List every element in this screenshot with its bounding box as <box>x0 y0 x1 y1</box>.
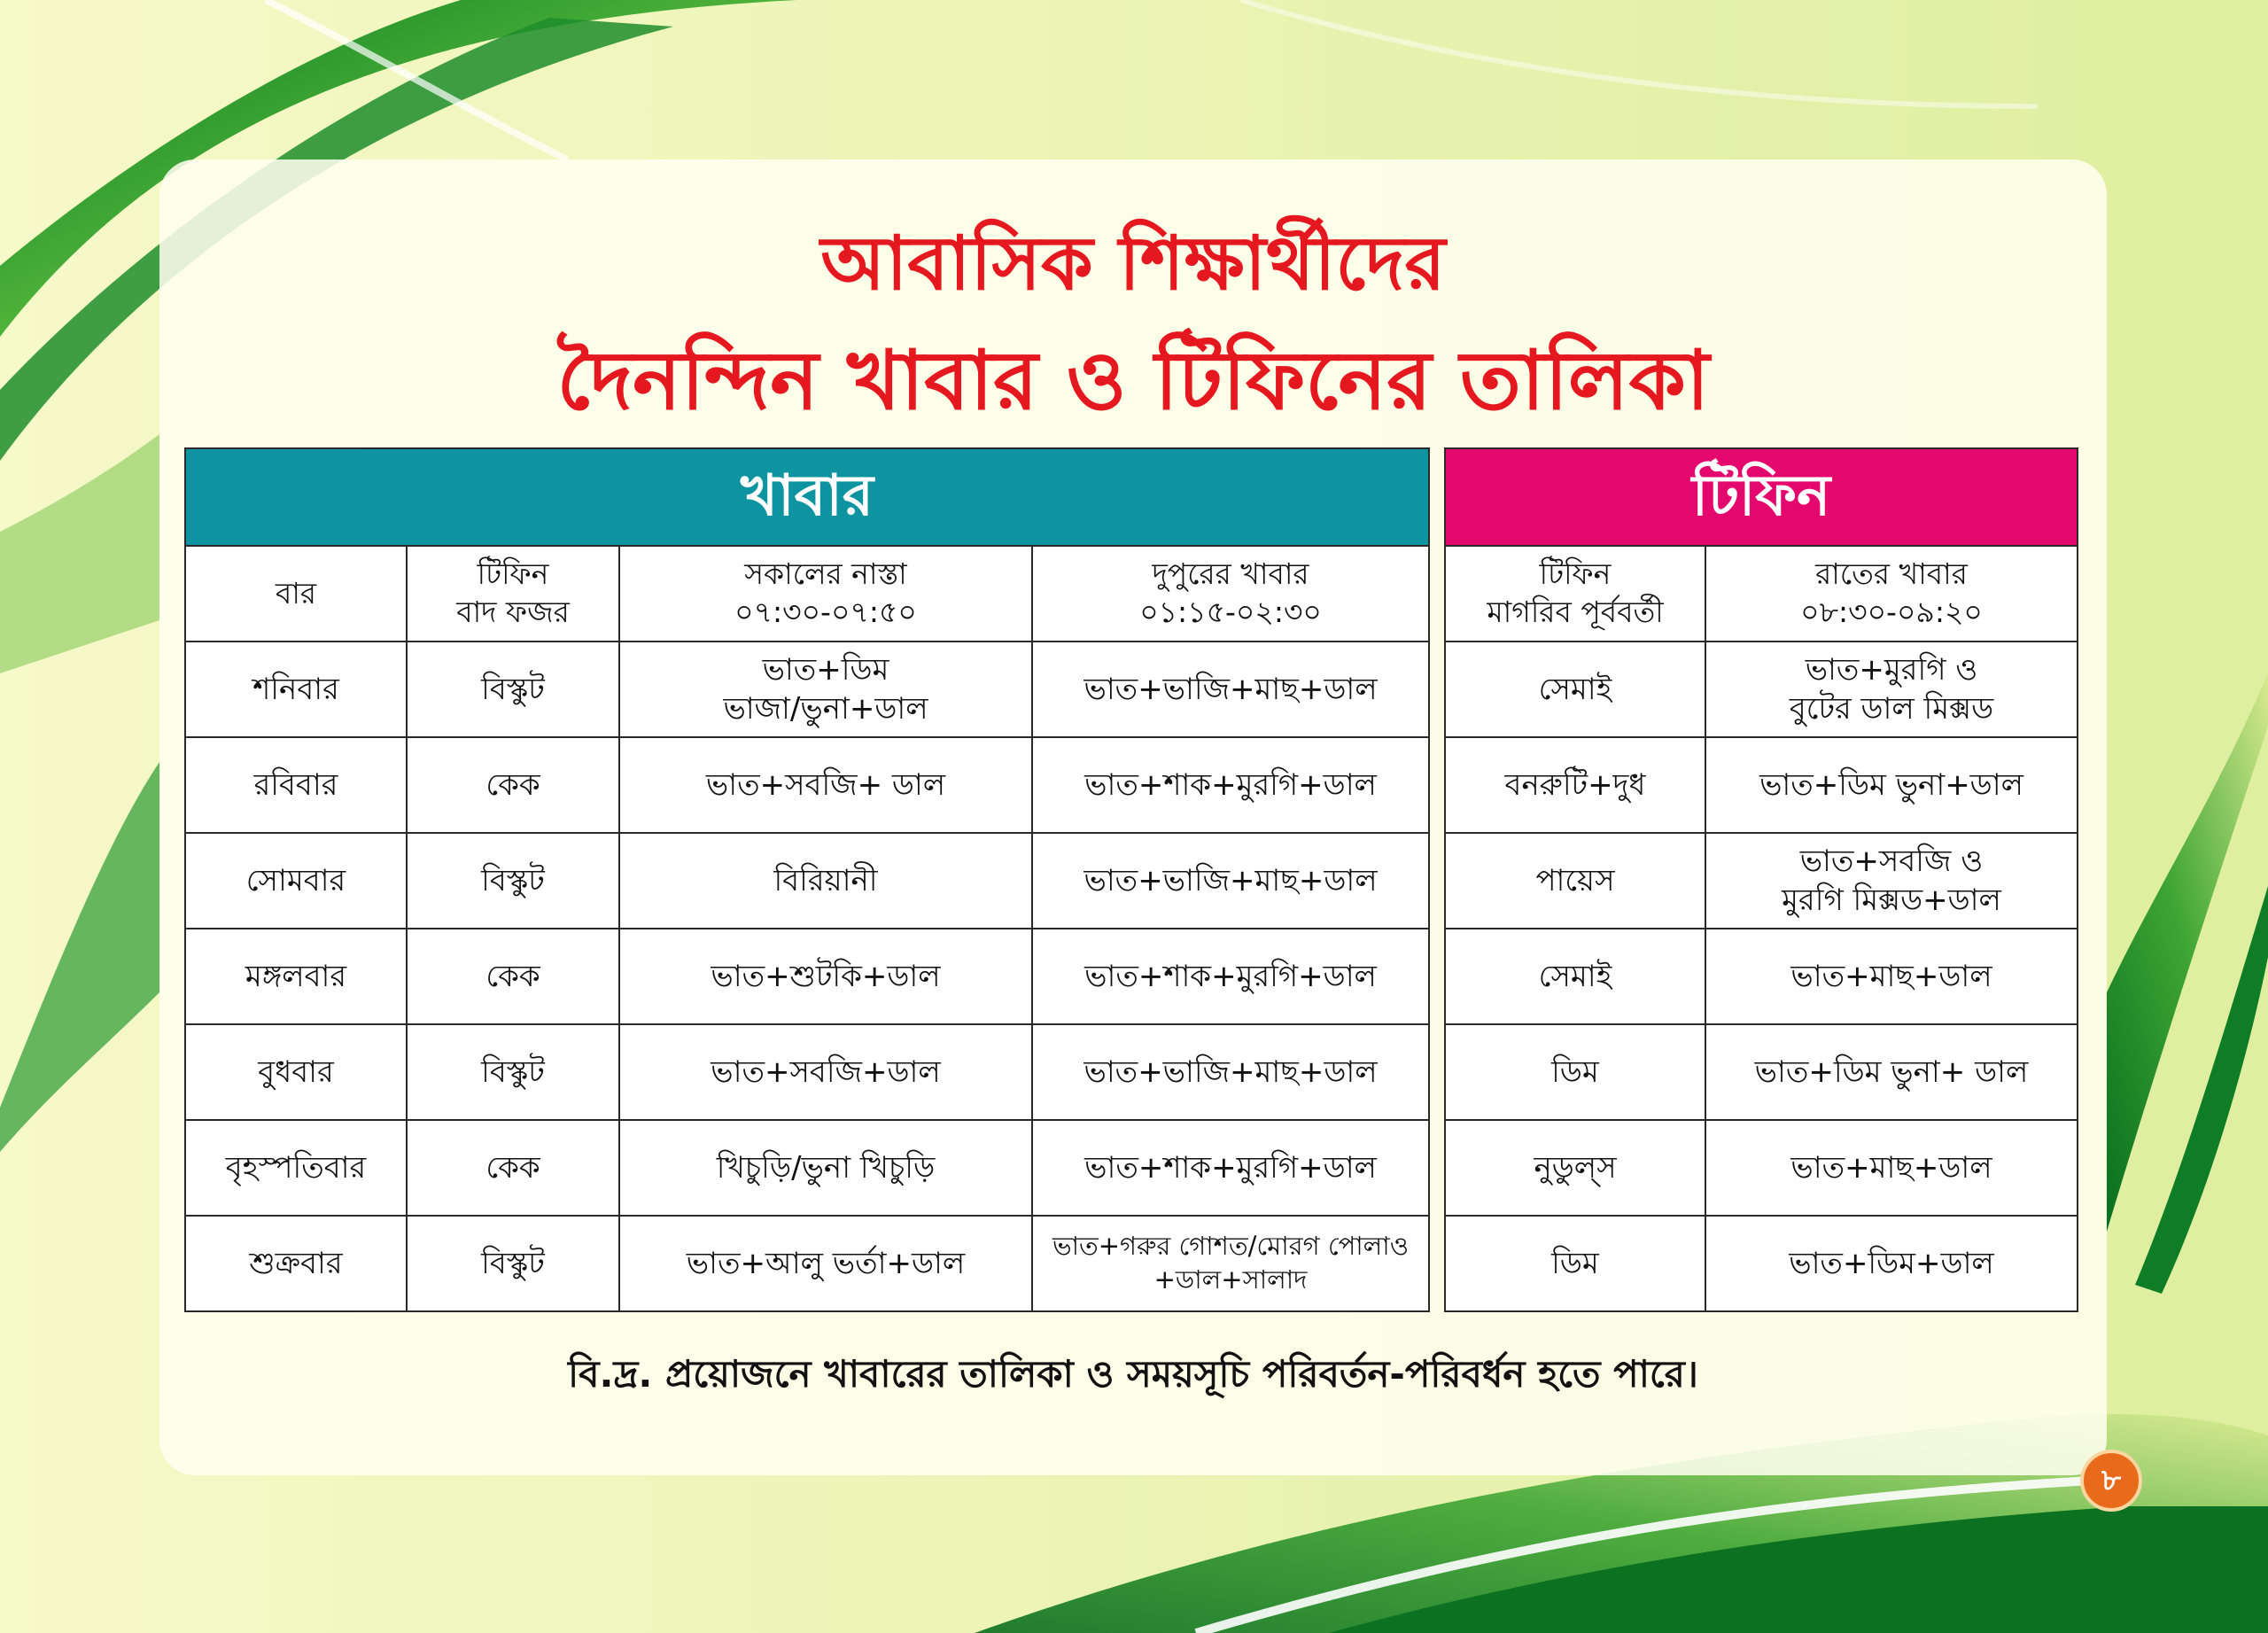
table-row <box>185 1216 1429 1311</box>
khabar-table <box>184 447 1430 1312</box>
table-row <box>185 833 1429 929</box>
table-row <box>1445 833 2078 929</box>
day-cell: শুক্রবার <box>185 1216 407 1311</box>
lunch-cell: ভাত+শাক+মুরগি+ডাল <box>1032 737 1429 833</box>
tiffin-header-row <box>1445 546 2078 642</box>
table-row <box>1445 737 2078 833</box>
breakfast-cell: ভাত+আলু ভর্তা+ডাল <box>619 1216 1032 1311</box>
dinner-cell: ভাত+ডিম ভুনা+ডাল <box>1705 737 2078 833</box>
table-row <box>1445 929 2078 1024</box>
tiffin-cell: বিস্কুট <box>407 642 619 737</box>
breakfast-cell: ভাত+সবজি+ ডাল <box>619 737 1032 833</box>
table-row <box>185 1120 1429 1216</box>
tiffin-cell: বিস্কুট <box>407 833 619 929</box>
breakfast-cell: ভাত+শুটকি+ডাল <box>619 929 1032 1024</box>
table-row <box>1445 1024 2078 1120</box>
table-row <box>1445 1120 2078 1216</box>
breakfast-cell: খিচুড়ি/ভুনা খিচুড়ি <box>619 1120 1032 1216</box>
day-cell: রবিবার <box>185 737 407 833</box>
tiffin-table <box>1444 447 2078 1312</box>
tiffin-cell: পায়েস <box>1445 833 1705 929</box>
dinner-cell: ভাত+মাছ+ডাল <box>1705 1120 2078 1216</box>
day-cell: শনিবার <box>185 642 407 737</box>
day-cell: সোমবার <box>185 833 407 929</box>
page-title-line-1: আবাসিক শিক্ষার্থীদের <box>820 219 1446 307</box>
tiffin-cell: সেমাই <box>1445 642 1705 737</box>
tiffin-cell: কেক <box>407 929 619 1024</box>
lunch-cell: ভাত+শাক+মুরগি+ডাল <box>1032 1120 1429 1216</box>
table-row <box>185 1024 1429 1120</box>
dinner-cell: ভাত+মুরগি ও বুটের ডাল মিক্সড <box>1705 642 2078 737</box>
dinner-cell: ভাত+ডিম ভুনা+ ডাল <box>1705 1024 2078 1120</box>
day-cell: মঙ্গলবার <box>185 929 407 1024</box>
day-cell: বৃহস্পতিবার <box>185 1120 407 1216</box>
table-row <box>185 737 1429 833</box>
table-row <box>185 642 1429 737</box>
tiffin-cell: কেক <box>407 737 619 833</box>
tiffin-cell: ডিম <box>1445 1216 1705 1311</box>
page-number-badge: ৮ <box>2080 1450 2142 1512</box>
khabar-heading: খাবার <box>185 448 1429 546</box>
tiffin-cell: নুডুল্‌স <box>1445 1120 1705 1216</box>
tiffin-cell: সেমাই <box>1445 929 1705 1024</box>
col-lunch-header: দুপুরের খাবার ০১:১৫-০২:৩০ <box>1032 546 1429 642</box>
breakfast-cell: বিরিয়ানী <box>619 833 1032 929</box>
tiffin-cell: ডিম <box>1445 1024 1705 1120</box>
page-title-line-2: দৈনন্দিন খাবার ও টিফিনের তালিকা <box>556 332 1710 428</box>
dinner-cell: ভাত+সবজি ও মুরগি মিক্সড+ডাল <box>1705 833 2078 929</box>
table-row <box>1445 642 2078 737</box>
col-evening-tiffin-header: টিফিন মাগরিব পূর্ববর্তী <box>1445 546 1705 642</box>
lunch-cell: ভাত+শাক+মুরগি+ডাল <box>1032 929 1429 1024</box>
day-cell: বুধবার <box>185 1024 407 1120</box>
table-row <box>1445 1216 2078 1311</box>
breakfast-cell: ভাত+সবজি+ডাল <box>619 1024 1032 1120</box>
tiffin-cell: বনরুটি+দুধ <box>1445 737 1705 833</box>
footnote: বি.দ্র. প্রয়োজনে খাবারের তালিকা ও সময়সূচি পরিবর্তন-পরিবর্ধন হতে পারে। <box>568 1352 1698 1396</box>
table-row <box>185 929 1429 1024</box>
tiffin-cell: কেক <box>407 1120 619 1216</box>
col-dinner-header: রাতের খাবার ০৮:৩০-০৯:২০ <box>1705 546 2078 642</box>
lunch-cell: ভাত+ভাজি+মাছ+ডাল <box>1032 833 1429 929</box>
tiffin-heading: টিফিন <box>1445 448 2078 546</box>
col-day-header: বার <box>185 546 407 642</box>
lunch-cell: ভাত+ভাজি+মাছ+ডাল <box>1032 1024 1429 1120</box>
dinner-cell: ভাত+ডিম+ডাল <box>1705 1216 2078 1311</box>
lunch-cell: ভাত+ভাজি+মাছ+ডাল <box>1032 642 1429 737</box>
tiffin-cell: বিস্কুট <box>407 1216 619 1311</box>
col-breakfast-header: সকালের নাস্তা ০৭:৩০-০৭:৫০ <box>619 546 1032 642</box>
dinner-cell: ভাত+মাছ+ডাল <box>1705 929 2078 1024</box>
tiffin-cell: বিস্কুট <box>407 1024 619 1120</box>
khabar-header-row <box>185 546 1429 642</box>
lunch-cell: ভাত+গরুর গোশত/মোরগ পোলাও +ডাল+সালাদ <box>1032 1216 1429 1311</box>
col-morning-tiffin-header: টিফিন বাদ ফজর <box>407 546 619 642</box>
breakfast-cell: ভাত+ডিম ভাজা/ভুনা+ডাল <box>619 642 1032 737</box>
